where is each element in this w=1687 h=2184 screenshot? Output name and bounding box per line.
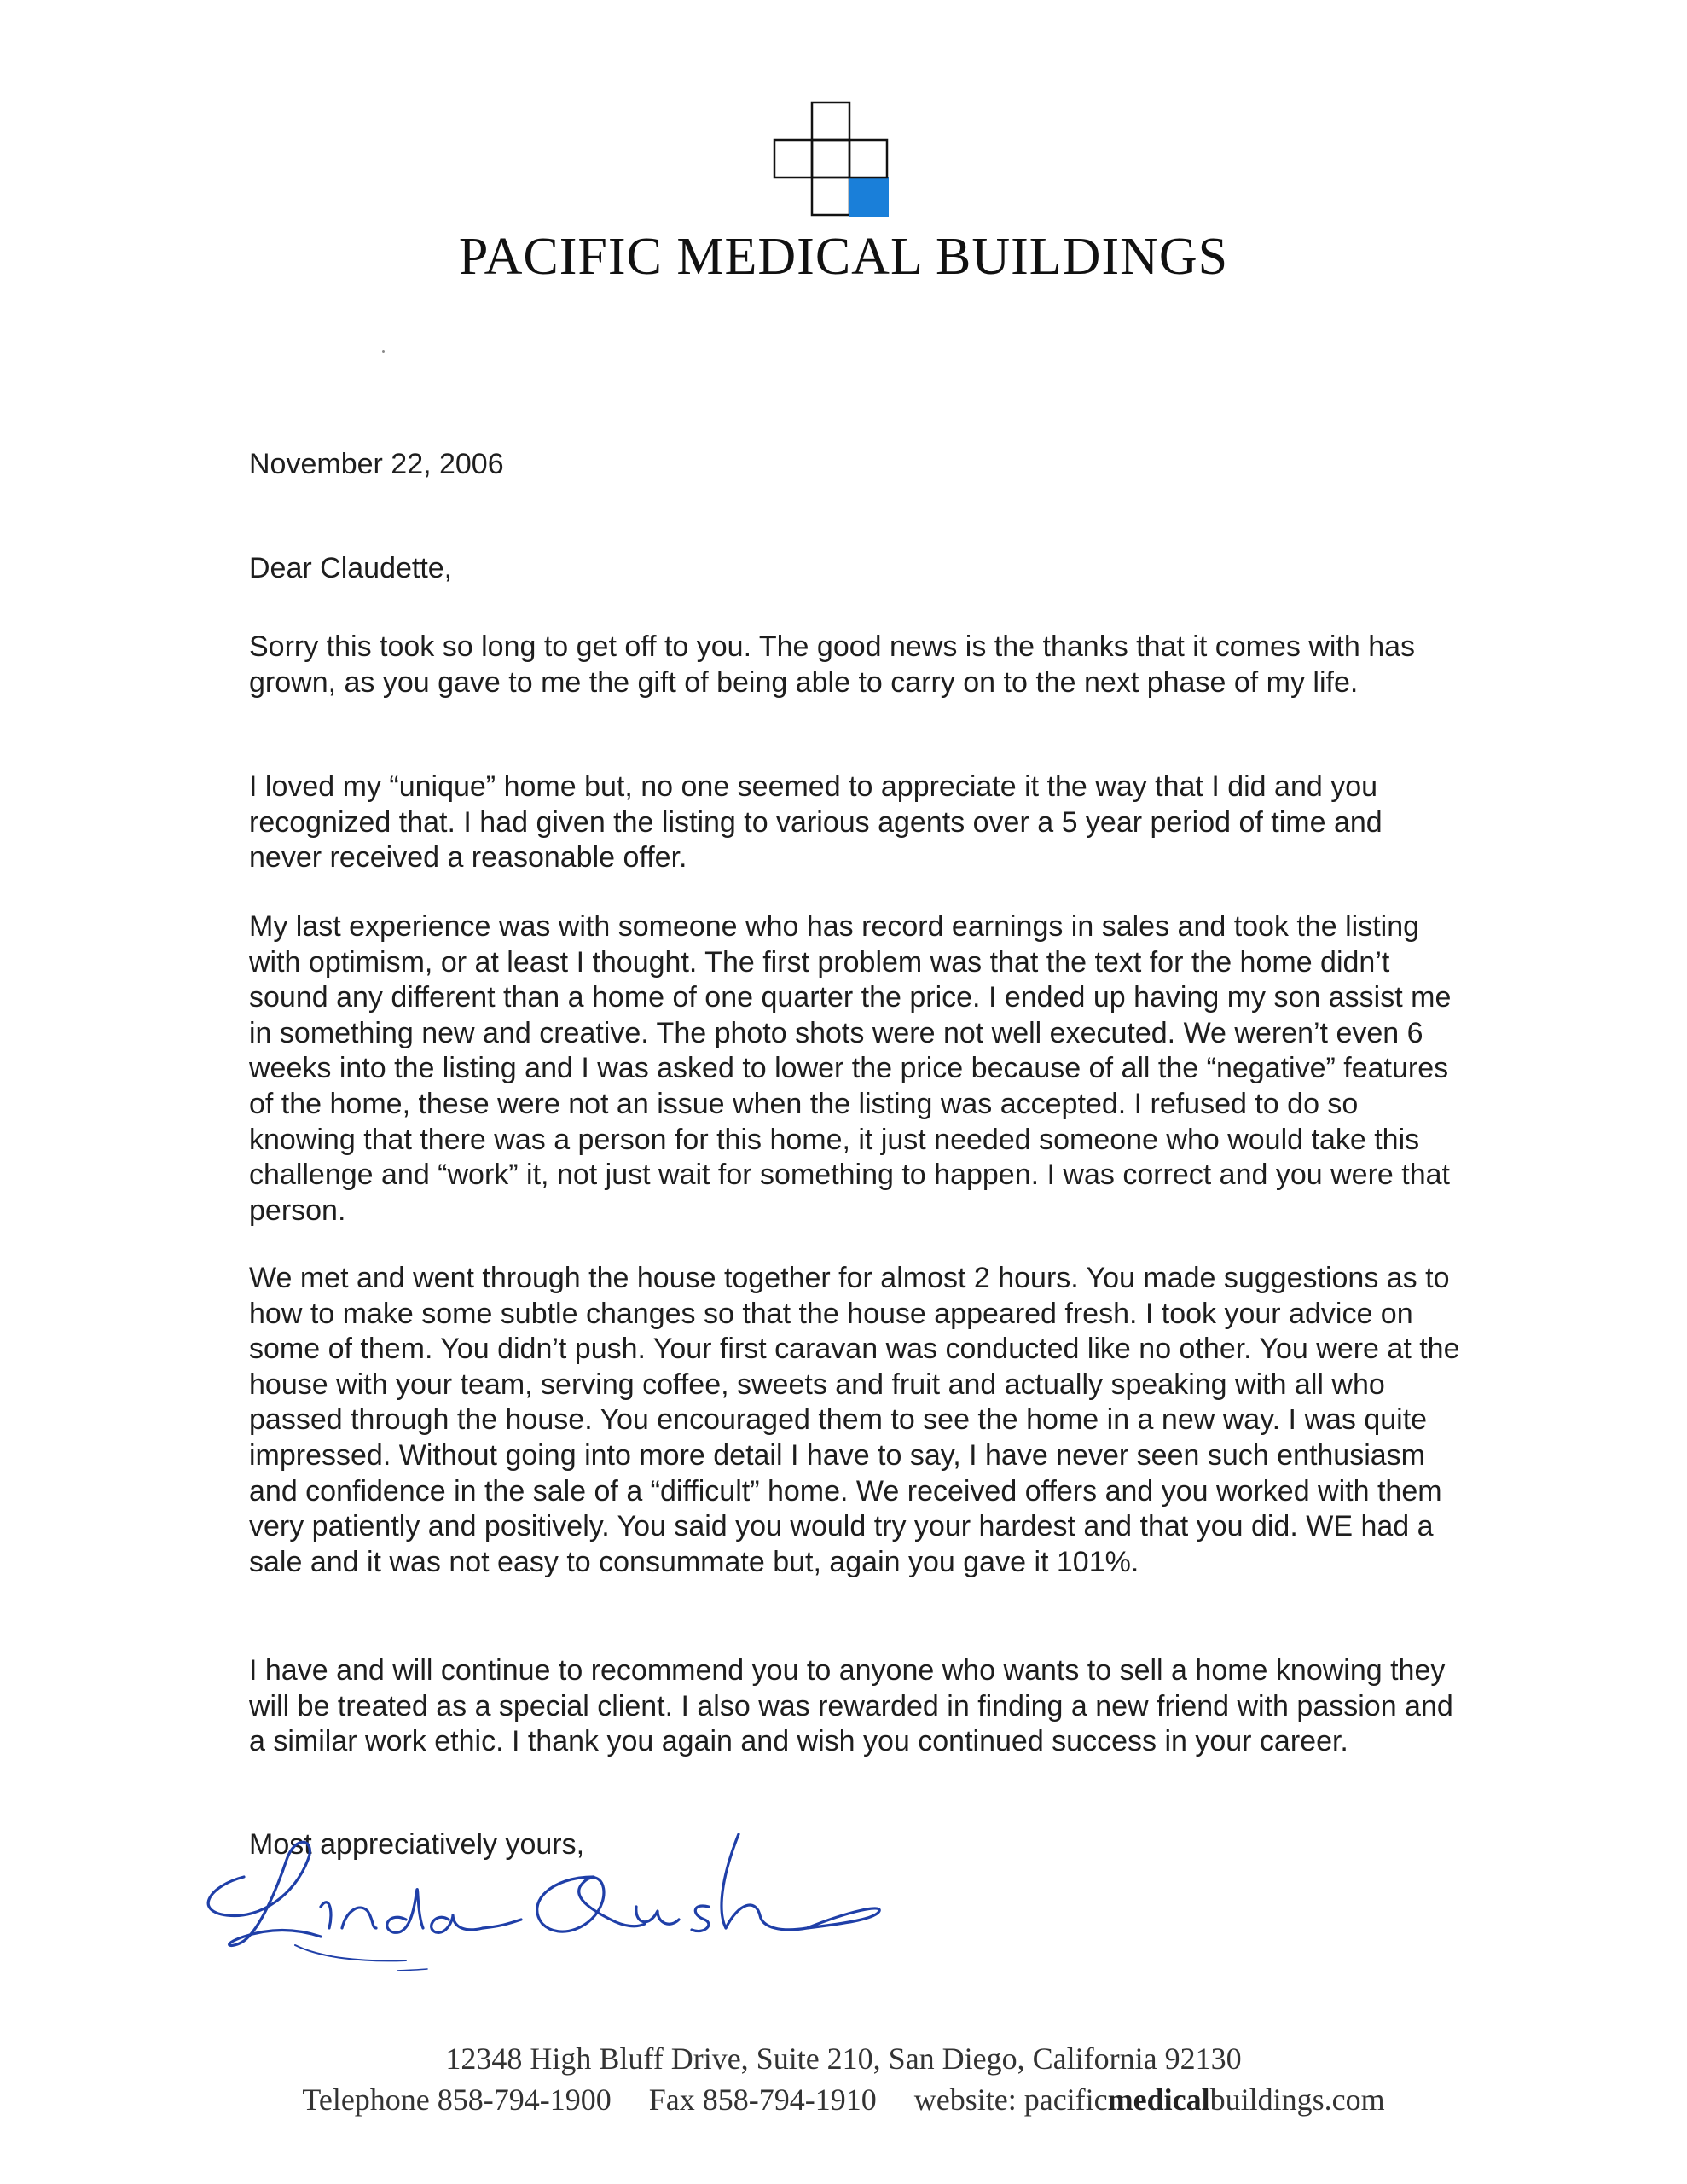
cross-grid-logo-icon <box>773 101 892 220</box>
body-paragraph-1: Sorry this took so long to get off to you. The good news is the thanks that it comes with has grown, as you gave to me the gift of being able to carry on to the next phase of my life. <box>249 630 1416 699</box>
footer-contact-line <box>0 2082 1687 2117</box>
letter-closing: Most appreciatively yours, <box>249 1828 585 1861</box>
footer-website-label: website: <box>913 2082 1024 2117</box>
company-name: PACIFIC MEDICAL BUILDINGS <box>458 228 1229 286</box>
body-paragraph-4: We met and went through the house together for almost 2 hours. You made suggestions as to how to make some subtle changes so that the house appeared fresh. I took your advice on some of them. You didn’t push. Your first caravan was conducted like no other. You were at the house with your team, serving coffee, sweets and fruit and actually speaking with all who passed through the house. You encouraged them to see the home in a new way. I was quite impressed. Without going into more detail I have to say, I have never seen such enthusiasm and confidence in the sale of a “difficult” home. We received offers and you worked with them very patiently and positively. You said you would try your hardest and that you did. WE had a sale and it was not easy to consummate but, again you gave it 101%. <box>249 1262 1460 1578</box>
footer-website-bold: medical <box>1107 2082 1210 2117</box>
body-paragraph-5: I have and will continue to recommend you to anyone who wants to sell a home knowing they will be treated as a special client. I also was rewarded in finding a new friend with passion and a similar work ethic. I thank you again and wish you continued success in your career. <box>249 1654 1453 1758</box>
body-paragraph-2: I loved my “unique” home but, no one seemed to appreciate it the way that I did and you recognized that. I had given the listing to various agents over a 5 year period of time and never received a reasonable offer. <box>249 770 1383 874</box>
footer-fax: Fax 858-794-1910 <box>648 2082 877 2117</box>
letter-salutation: Dear Claudette, <box>249 552 453 584</box>
body-paragraph-3: My last experience was with someone who has record earnings in sales and took the listing with optimism, or at least I thought. The first problem was that the text for the home didn’t sound any different than a home of one quarter the price. I ended up having my son assist me in something new and creative. The photo shots were not well executed. We weren’t even 6 weeks into the listing and I was asked to lower the price because of all the “negative” features of the home, these were not an issue when the listing was accepted. I refused to do so knowing that there was a person for this home, it just needed someone who would take this challenge and “work” it, not just wait for something to happen. I was correct and you were that person. <box>249 910 1452 1227</box>
footer-telephone: Telephone 858-794-1900 <box>302 2082 612 2117</box>
scan-speck <box>382 350 385 353</box>
handwritten-signature <box>193 1800 892 1971</box>
letter-date: November 22, 2006 <box>249 448 504 480</box>
footer-website-suffix: buildings.com <box>1209 2082 1385 2117</box>
footer-address: 12348 High Bluff Drive, Suite 210, San Diego, California 92130 <box>445 2042 1242 2076</box>
footer-website-prefix: pacific <box>1023 2082 1108 2117</box>
